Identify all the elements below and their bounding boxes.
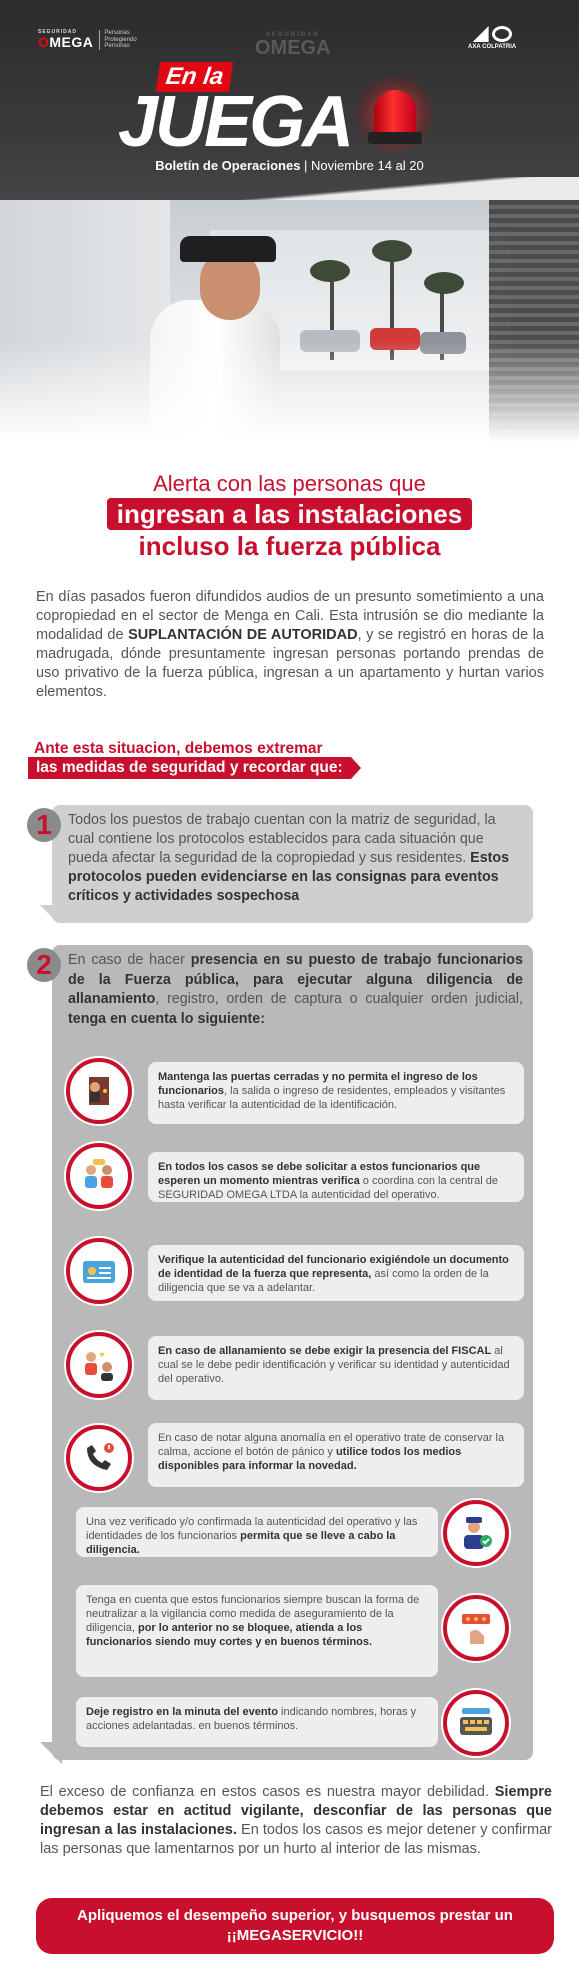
- axa-colpatria-logo: AXA COLPATRIA: [468, 26, 516, 50]
- list-item: En todos los casos se debe solicitar a estos funcionarios que esperen un momento mientras verifica o coordina con la central de SEGURIDAD OMEGA LTDA la autenticidad del operativo.: [148, 1152, 524, 1202]
- alert-headline: [0, 470, 579, 562]
- headline-line-2: ingresan a las instalaciones: [107, 498, 472, 530]
- headline-line-3: incluso la fuerza pública: [138, 531, 441, 561]
- officer-check-icon: [443, 1500, 509, 1566]
- id-card-icon: [66, 1238, 132, 1304]
- list-item: Una vez verificado y/o confirmada la autenticidad del operativo y las identidades de los funcionarios permita que se lleve a cabo la diligencia.: [76, 1507, 438, 1557]
- medidas-banner: las medidas de seguridad y recordar que:: [28, 757, 351, 779]
- logo-tagline: Personas Protegiendo Personas: [99, 30, 136, 50]
- point-1-number: 1: [27, 808, 61, 842]
- logo-prefix: O: [38, 34, 50, 51]
- header-banner: [0, 0, 579, 215]
- list-item: En caso de notar alguna anomalía en el operativo trate de conservar la calma, accione el botón de pánico y utilice todos los medios disponibles para informar la novedad.: [148, 1423, 524, 1487]
- list-item: Deje registro en la minuta del evento indicando nombres, horas y acciones adelantadas. en buenos términos.: [76, 1697, 438, 1747]
- fiscal-meeting-icon: [66, 1332, 132, 1398]
- title-en-la: En la: [156, 62, 234, 92]
- siren-icon: [364, 80, 426, 150]
- phone-alert-icon: [66, 1425, 132, 1491]
- list-item: Tenga en cuenta que estos funcionarios siempre buscan la forma de neutralizar a la vigilancia como medida de aseguramiento de la diligencia, por lo anterior no se bloquee, atienda a los funcionarios siendo muy cortes y en buenos términos.: [76, 1585, 438, 1677]
- omega-watermark-logo: SEGURIDAD OMEGA: [255, 32, 331, 59]
- cta-line-2: ¡¡MEGASERVICIO!!: [226, 1927, 364, 1944]
- ante-heading: Ante esta situacion, debemos extremar: [34, 740, 323, 757]
- point-2-number: 2: [27, 948, 61, 982]
- hand-rating-icon: [443, 1595, 509, 1661]
- point-1-box: Todos los puestos de trabajo cuentan con la matriz de seguridad, la cual contiene los protocolos establecidos para cada situación que pueda afectar la seguridad de la copropiedad y sus residentes. Estos protocolos pueden evidenciarse en las consignas para eventos críticos y actividades sospechosa: [52, 805, 533, 923]
- title-juega: JUEGA: [118, 82, 352, 162]
- people-chat-icon: [66, 1143, 132, 1209]
- door-guard-icon: [66, 1058, 132, 1124]
- keyboard-log-icon: [443, 1690, 509, 1756]
- logo-small-text: SEGURIDAD: [38, 29, 78, 36]
- closing-paragraph: El exceso de confianza en estos casos es nuestra mayor debilidad. Siempre debemos estar en actitud vigilante, desconfiar de las personas que ingresan a las instalaciones. En todos los casos es mejor detener y confirmar las personas que lamentarnos por un hurto al interior de las mismas.: [40, 1784, 552, 1857]
- point-2-box: En caso de hacer presencia en su puesto de trabajo funcionarios de la Fuerza pública, para ejecutar alguna diligencia de allanamiento, registro, orden de captura o cualquier orden judicial, tenga en cuenta lo siguiente:: [52, 945, 533, 1760]
- guard-photo: [0, 200, 579, 460]
- megaservicio-banner: [36, 1898, 554, 1954]
- intro-paragraph: En días pasados fueron difundidos audios de un presunto sometimiento a una copropiedad en el sector de Menga en Cali. Esta intrusión se dio mediante la modalidad de SUPLANTACIÓN DE AUTORIDAD, y se registró en horas de la madrugada, dónde presuntamente ingresan personas portando prendas de uso privativo de la fuerza pública, ingresan a un apartamento y hurtan varios elementos.: [36, 589, 544, 700]
- bulletin-subtitle: Boletín de Operaciones | Noviembre 14 al 20: [155, 158, 424, 173]
- list-item: Mantenga las puertas cerradas y no permita el ingreso de los funcionarios, la salida o ingreso de residentes, empleados y visitantes hasta verificar la autenticidad de la identificación.: [148, 1062, 524, 1124]
- cta-line-1: Apliquemos el desempeño superior, y busquemos prestar un: [77, 1907, 513, 1924]
- omega-logo: [38, 30, 137, 50]
- list-item: Verifique la autenticidad del funcionario exigiéndole un documento de identidad de la fuerza que representa, así como la orden de la diligencia que se va a adelantar.: [148, 1245, 524, 1301]
- list-item: En caso de allanamiento se debe exigir la presencia del FISCAL al cual se le debe pedir identificación y verificar su identidad y autenticidad del operativo.: [148, 1336, 524, 1400]
- logo-main: MEGA: [49, 34, 94, 51]
- headline-line-1: Alerta con las personas que: [153, 471, 426, 496]
